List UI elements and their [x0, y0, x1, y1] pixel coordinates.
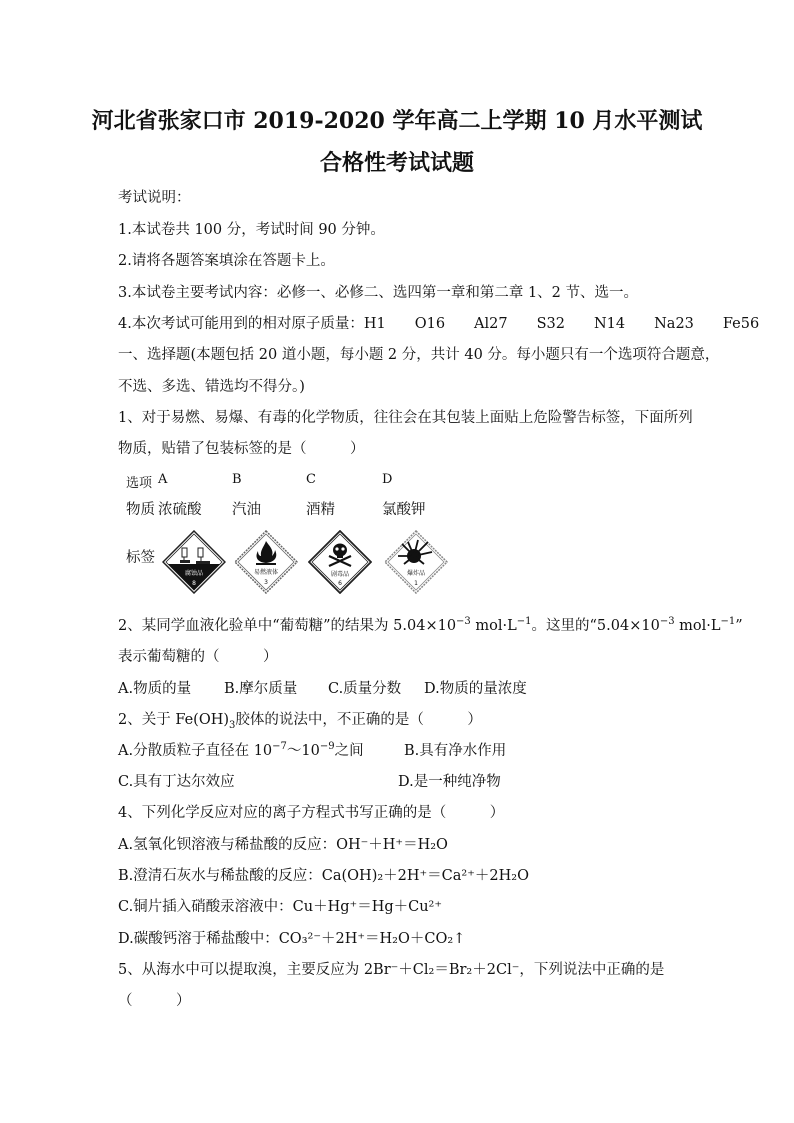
- q1-option-letter-c: C: [306, 472, 316, 487]
- corrosive-tag-text: 腐蚀品: [184, 570, 204, 577]
- exam-title-line2: 合格性考试试题: [319, 150, 474, 176]
- q3-stem-part: 2、关于 Fe(OH): [118, 712, 230, 728]
- instruction-item-4: 4.本次考试可能用到的相对原子质量：H1 O16 Al27 S32 N14 Na23 Fe56: [118, 316, 760, 332]
- q3-stem: [118, 708, 482, 731]
- q2-option-d: D.物质的量浓度: [424, 681, 527, 697]
- q2-stem-part: mol·L: [674, 618, 721, 634]
- q3-option-b: B.具有净水作用: [404, 743, 507, 759]
- q1-option-row-label: 选项: [126, 476, 153, 491]
- q3-option-a-part: A.分散质粒子直径在 10: [118, 743, 273, 759]
- q2-stem-part: mol·L: [470, 618, 517, 634]
- instruction-item-1: 1.本试卷共 100 分，考试时间 90 分钟。: [118, 222, 385, 238]
- q3-option-a-sup: −7: [272, 741, 287, 753]
- explosive-tag-num: 1: [414, 580, 418, 587]
- q5-stem-line2: （ ）: [118, 993, 191, 1009]
- q1-option-letter-a: A: [158, 472, 168, 487]
- q2-stem-sup: −1: [516, 616, 532, 628]
- exam-title-line1: 河北省张家口市 2019-2020 学年高二上学期 10 月水平测试: [91, 108, 703, 134]
- q3-option-a-part: ～10: [286, 743, 320, 759]
- q1-substance-a: 浓硫酸: [158, 502, 202, 518]
- q1-tag-row-label: 标签: [126, 550, 155, 566]
- toxic-tag-text: 剧毒品: [330, 571, 350, 578]
- q3-stem-part: 胶体的说法中，不正确的是（ ）: [235, 712, 482, 728]
- q1-substance-d: 氯酸钾: [382, 502, 426, 518]
- section1-line1: 一、选择题(本题包括 20 道小题，每小题 2 分，共计 40 分。每小题只有一个选项符合题意，: [118, 347, 720, 363]
- instruction-item-2: 2.请将各题答案填涂在答题卡上。: [118, 253, 335, 269]
- q1-substance-row-label: 物质: [126, 502, 155, 518]
- instructions-heading: 考试说明：: [118, 190, 191, 206]
- q2-option-a: A.物质的量: [118, 681, 192, 697]
- explosive-tag-text: 爆炸品: [406, 570, 426, 577]
- q3-option-a: [118, 739, 364, 760]
- q1-option-letter-d: D: [382, 472, 393, 487]
- corrosive-tag-num: 8: [192, 580, 196, 587]
- q3-option-c: C.具有丁达尔效应: [118, 774, 235, 790]
- q2-stem-part: 2、某同学血液化验单中“葡萄糖”的结果为 5.04×10: [118, 618, 457, 634]
- q2-option-c: C.质量分数: [328, 681, 402, 697]
- flammable-tag-text: 易燃液体: [253, 569, 279, 576]
- q1-tag-row: [126, 530, 606, 590]
- q2-stem-part: ”: [735, 618, 743, 634]
- q4-option-b: B.澄清石灰水与稀盐酸的反应：Ca(OH)₂＋2H⁺＝Ca²⁺＋2H₂O: [118, 868, 529, 884]
- q4-option-c: C.铜片插入硝酸汞溶液中：Cu＋Hg⁺＝Hg＋Cu²⁺: [118, 899, 443, 915]
- q4-option-d: D.碳酸钙溶于稀盐酸中：CO₃²⁻＋2H⁺＝H₂O＋CO₂↑: [118, 931, 466, 947]
- q4-stem: 4、下列化学反应对应的离子方程式书写正确的是（ ）: [118, 805, 505, 821]
- q2-stem-line2: 表示葡萄糖的（ ）: [118, 649, 278, 665]
- q3-option-d: D.是一种纯净物: [398, 774, 501, 790]
- q3-option-a-part: 之间: [334, 743, 364, 759]
- q5-stem-line1: 5、从海水中可以提取溴，主要反应为 2Br⁻＋Cl₂＝Br₂＋2Cl⁻，下列说法中正确的是: [118, 962, 665, 978]
- q2-stem-sup: −1: [720, 616, 736, 628]
- q2-stem-line1: [118, 614, 743, 635]
- q1-option-letter-b: B: [232, 472, 242, 487]
- q1-substance-c: 酒精: [306, 502, 335, 518]
- q4-option-a: A.氢氧化钡溶液与稀盐酸的反应：OH⁻＋H⁺＝H₂O: [118, 837, 448, 853]
- q2-stem-sup: −3: [659, 616, 675, 628]
- toxic-icon: [308, 530, 372, 594]
- explosive-icon: [384, 530, 448, 594]
- q2-option-b: B.摩尔质量: [224, 681, 298, 697]
- instruction-item-3: 3.本试卷主要考试内容：必修一、必修二、选四第一章和第二章 1、2 节、选一。: [118, 285, 639, 301]
- toxic-tag-num: 6: [338, 580, 342, 587]
- q1-stem-line2: 物质，贴错了包装标签的是（ ）: [118, 441, 365, 457]
- flammable-tag-num: 3: [264, 579, 268, 586]
- q2-stem-sup: −3: [456, 616, 471, 628]
- q2-stem-part: 。这里的“5.04×10: [531, 618, 660, 634]
- q1-substance-b: 汽油: [232, 502, 261, 518]
- q1-stem-line1: 1、对于易燃、易爆、有毒的化学物质，往往会在其包装上面贴上危险警告标签，下面所列: [118, 410, 693, 426]
- corrosive-icon: [162, 530, 226, 594]
- q3-stem-sub: 3: [229, 719, 236, 731]
- flammable-icon: [234, 530, 298, 594]
- section1-line2: 不选、多选、错选均不得分。): [118, 379, 305, 395]
- q3-option-a-sup: −9: [319, 741, 335, 753]
